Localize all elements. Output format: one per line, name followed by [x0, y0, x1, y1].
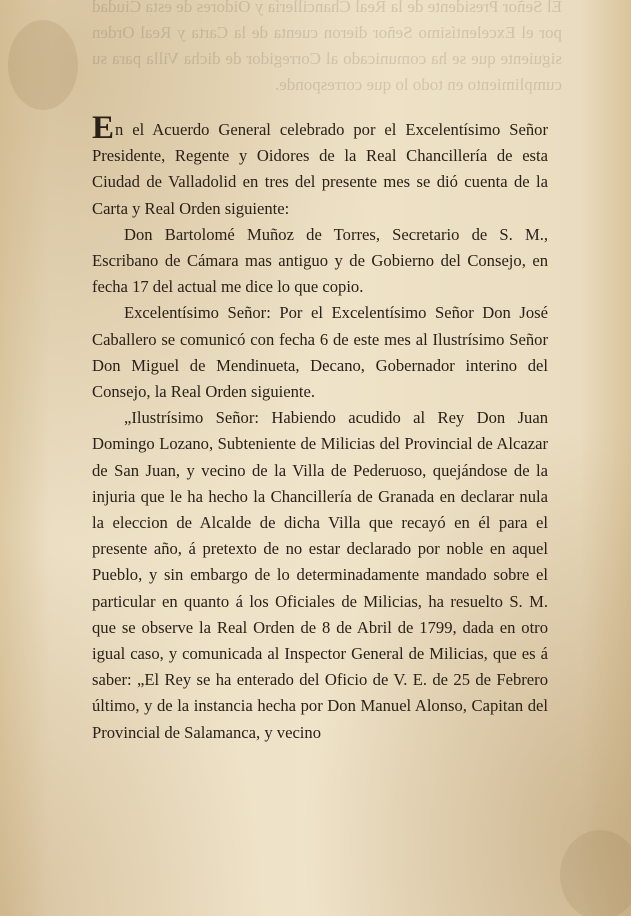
- paragraph-1: [92, 110, 548, 222]
- reverse-side-bleed-through: El Señor Presidente de la Real Chancillería y Oidores de esta Ciudad por el Excelentísimo Señor dieron cuenta de la Carta y Real Orden siguiente que se ha comunicado al Corregidor de dicha Villa para su cumplimiento en todo lo que corresponde.: [92, 0, 562, 94]
- paragraph-3: Excelentísimo Señor: Por el Excelentísimo Señor Don José Caballero se comunicó con fecha 6 de este mes al Ilustrísimo Señor Don Miguel de Mendinueta, Decano, Gobernador interino del Consejo, la Real Orden siguiente.: [92, 303, 548, 402]
- document-body: [92, 110, 548, 746]
- paragraph-2: Don Bartolomé Muñoz de Torres, Secretario de S. M., Escribano de Cámara mas antiguo y de Gobierno del Consejo, en fecha 17 del actual me dice lo que copio.: [92, 224, 548, 297]
- paper-stain: [560, 830, 631, 916]
- paper-stain: [8, 20, 78, 110]
- drop-cap: E: [92, 110, 115, 146]
- paragraph-text: n el Acuerdo General celebrado por el Excelentísimo Señor Presidente, Regente y Oidores de la Real Chancillería de esta Ciudad de Valladolid en tres del presente mes se dió cuenta de la Carta y Real Orden siguiente:: [92, 120, 548, 218]
- paragraph-4: „Ilustrísimo Señor: Habiendo acudido al Rey Don Juan Domingo Lozano, Subteniente de Milicias del Provincial de Alcazar de San Juan, y vecino de la Villa de Pederuoso, quejándose de la injuria que le ha hecho la Chancillería de Granada en declarar nula la eleccion de Alcalde de dicha Villa que recayó en él para el presente año, á pretexto de no estar declarado por noble en aquel Pueblo, y sin embargo de lo determinadamente mandado sobre el particular en quanto á los Oficiales de Milicias, ha resuelto S. M. que se observe la Real Orden de 8 de Abril de 1799, dada en otro igual caso, y comunicada al Inspector General de Milicias, que es á saber: „El Rey se ha enterado del Oficio de V. E. de 25 de Febrero último, y de la instancia hecha por Don Manuel Alonso, Capitan del Provincial de Salamanca, y vecino: [92, 408, 548, 742]
